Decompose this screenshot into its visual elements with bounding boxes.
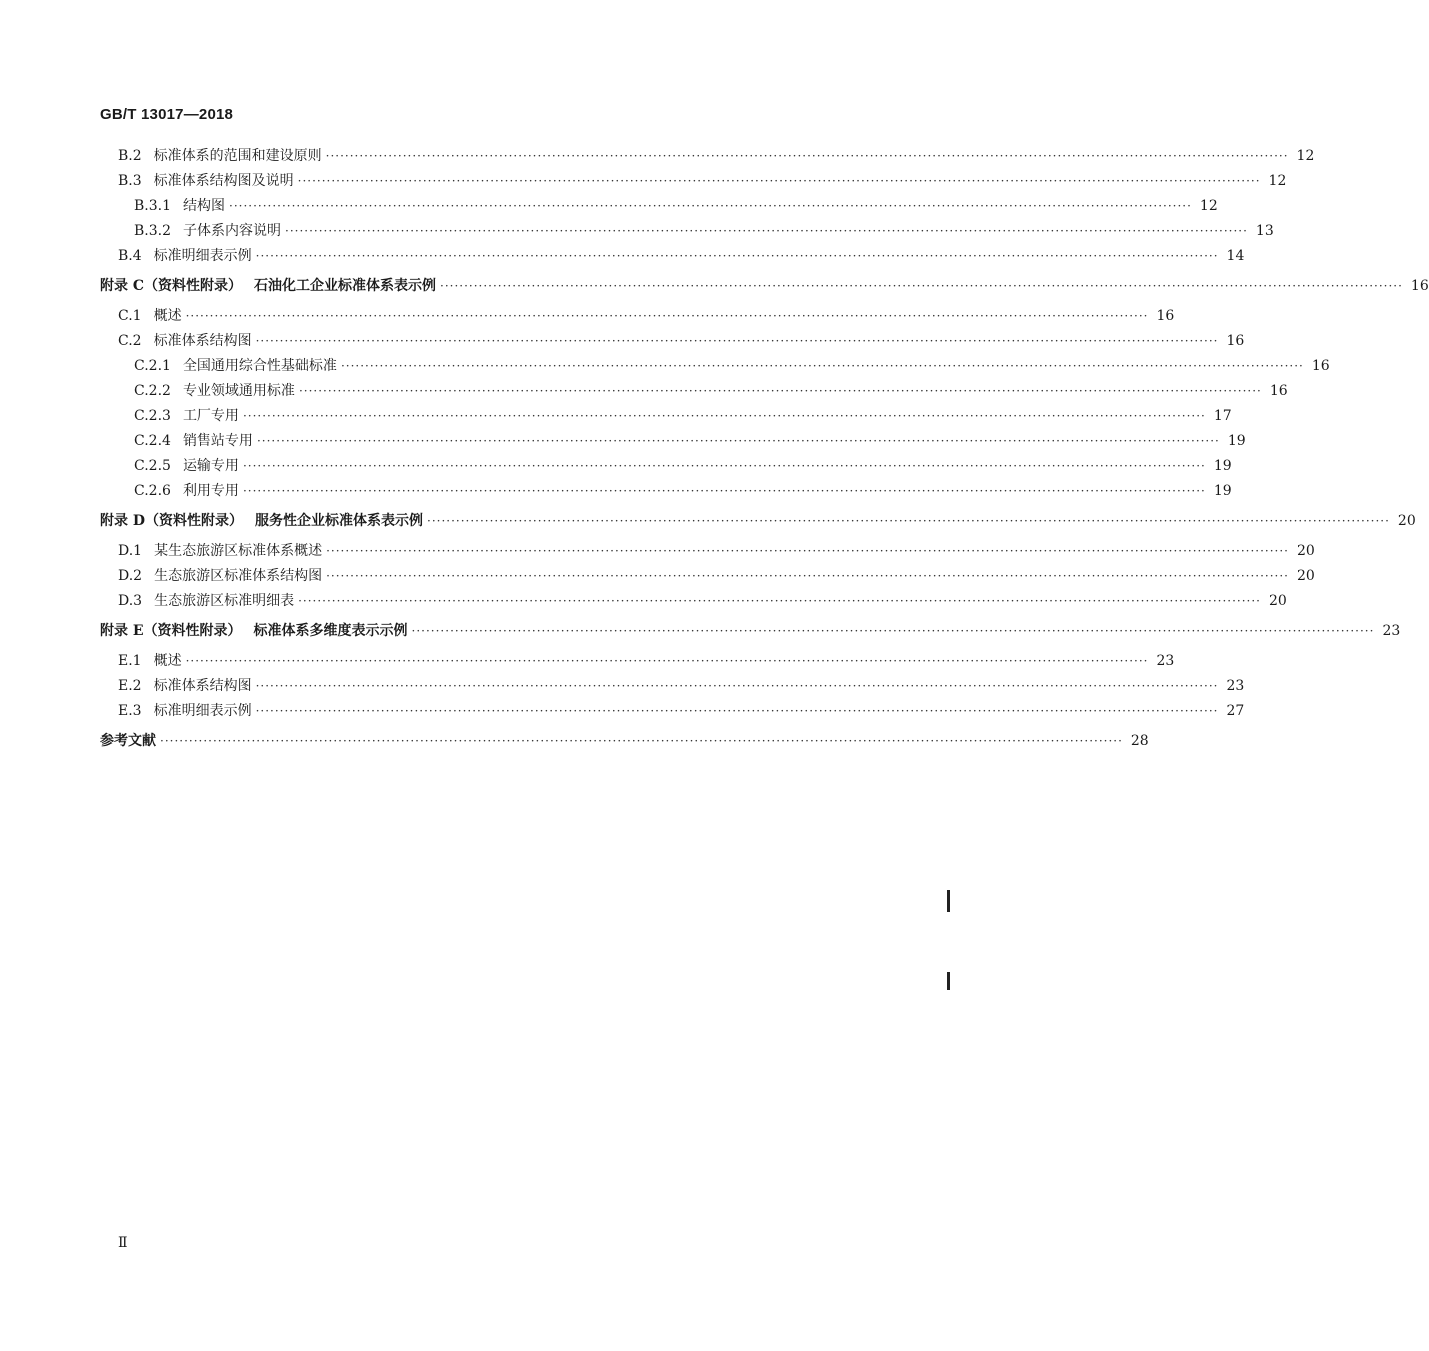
toc-entry-page: 20: [1296, 543, 1315, 559]
toc-entry-page: 19: [1227, 433, 1246, 449]
dot-leader: ········································································································································································································: [160, 734, 1123, 748]
dot-leader: ········································································································································································································: [326, 569, 1289, 583]
toc-entry[interactable]: [118, 171, 1287, 191]
dot-leader: ········································································································································································································: [255, 679, 1219, 693]
toc-entry-title: 生态旅游区标准体系结构图: [154, 568, 323, 584]
toc-entry-number: C.1: [118, 308, 142, 324]
toc-entry-title: 全国通用综合性基础标准: [182, 358, 337, 374]
toc-entry[interactable]: [134, 221, 1274, 241]
toc-entry[interactable]: [118, 306, 1175, 326]
toc-entry-page: 20: [1397, 513, 1416, 529]
toc-entry-title: 概述: [153, 308, 182, 324]
toc-entry[interactable]: [100, 276, 1429, 296]
dot-leader: ········································································································································································································: [427, 514, 1390, 528]
toc-entry[interactable]: [134, 431, 1246, 451]
toc-entry[interactable]: [100, 511, 1416, 531]
toc-entry-number: E.3: [118, 703, 142, 719]
toc-entry-page: 12: [1268, 173, 1287, 189]
dot-leader: ········································································································································································································: [326, 544, 1289, 558]
toc-entry-number: B.3: [118, 173, 142, 189]
toc-entry[interactable]: [118, 651, 1175, 671]
toc-entry-number: 附录 E（资料性附录）: [100, 623, 242, 639]
dot-leader: ········································································································································································································: [242, 459, 1206, 473]
scan-edge-mark: [947, 890, 950, 912]
toc-entry[interactable]: [118, 676, 1245, 696]
dot-leader: ········································································································································································································: [440, 279, 1403, 293]
toc-entry-page: 16: [1156, 308, 1175, 324]
toc-entry-number: D.2: [118, 568, 143, 584]
toc-entry-number: E.2: [118, 678, 142, 694]
toc-entry-page: 16: [1226, 333, 1245, 349]
toc-entry-number: C.2.5: [134, 458, 171, 474]
toc-entry-page: 16: [1311, 358, 1330, 374]
toc-entry-page: 23: [1156, 653, 1175, 669]
dot-leader: ········································································································································································································: [411, 624, 1375, 638]
toc-entry-title: 子体系内容说明: [183, 223, 282, 239]
toc-entry[interactable]: [134, 196, 1218, 216]
toc-entry[interactable]: [118, 701, 1245, 721]
toc-entry-title: 销售站专用: [182, 433, 253, 449]
toc-entry-page: 16: [1269, 383, 1288, 399]
toc-entry-page: 12: [1199, 198, 1218, 214]
toc-entry-number: B.2: [118, 148, 142, 164]
toc-entry-number: 参考文献: [100, 733, 156, 749]
toc-entry-number: B.4: [118, 248, 142, 264]
toc-entry[interactable]: [134, 356, 1330, 376]
toc-entry-number: D.1: [118, 543, 143, 559]
toc-entry[interactable]: [118, 591, 1287, 611]
dot-leader: ········································································································································································································: [242, 409, 1206, 423]
toc-entry-title: 结构图: [183, 198, 226, 214]
toc-entry-page: 20: [1268, 593, 1287, 609]
toc-entry-title: 工厂专用: [182, 408, 239, 424]
toc-entry-title: 石油化工企业标准体系表示例: [254, 278, 437, 294]
standard-code-header: GB/T 13017—2018: [100, 106, 234, 123]
dot-leader: ········································································································································································································: [185, 309, 1149, 323]
toc-entry[interactable]: [134, 481, 1232, 501]
dot-leader: ········································································································································································································: [297, 174, 1261, 188]
toc-entry-title: 标准体系多维度表示示例: [253, 623, 408, 639]
toc-entry-page: 13: [1255, 223, 1274, 239]
toc-entry-number: C.2: [118, 333, 142, 349]
toc-entry-number: C.2.2: [134, 383, 171, 399]
dot-leader: ········································································································································································································: [255, 704, 1219, 718]
toc-entry-number: C.2.1: [134, 358, 171, 374]
toc-entry-page: 19: [1213, 483, 1232, 499]
toc-entry-title: 标准体系的范围和建设原则: [153, 148, 322, 164]
page-number-footer: Ⅱ: [118, 1235, 128, 1251]
toc-entry[interactable]: [118, 246, 1245, 266]
toc-entry-title: 标准体系结构图: [153, 333, 252, 349]
dot-leader: ········································································································································································································: [340, 359, 1304, 373]
toc-entry-title: 利用专用: [182, 483, 239, 499]
toc-entry-title: 标准明细表示例: [153, 248, 252, 264]
toc-entry-page: 23: [1226, 678, 1245, 694]
toc-entry-title: 生态旅游区标准明细表: [154, 593, 295, 609]
toc-entry-page: 16: [1410, 278, 1429, 294]
toc-entry-number: 附录 C（资料性附录）: [100, 278, 243, 294]
toc-entry-title: 专业领域通用标准: [182, 383, 295, 399]
toc-entry-title: 标准明细表示例: [153, 703, 252, 719]
toc-entry[interactable]: [100, 621, 1401, 641]
toc-entry-page: 14: [1226, 248, 1245, 264]
toc-entry-number: 附录 D（资料性附录）: [100, 513, 244, 529]
dot-leader: ········································································································································································································: [229, 199, 1192, 213]
scan-edge-mark: [947, 972, 950, 990]
toc-entry-page: 23: [1382, 623, 1401, 639]
toc-entry-title: 服务性企业标准体系表示例: [255, 513, 424, 529]
dot-leader: ········································································································································································································: [185, 654, 1149, 668]
toc-entry[interactable]: [118, 331, 1245, 351]
toc-entry[interactable]: [134, 456, 1232, 476]
dot-leader: ········································································································································································································: [285, 224, 1248, 238]
toc-entry[interactable]: [134, 381, 1288, 401]
dot-leader: ········································································································································································································: [298, 594, 1261, 608]
dot-leader: ········································································································································································································: [298, 384, 1262, 398]
toc-entry-page: 17: [1213, 408, 1232, 424]
toc-entry-title: 标准体系结构图及说明: [153, 173, 294, 189]
dot-leader: ········································································································································································································: [256, 434, 1220, 448]
toc-entry-number: C.2.4: [134, 433, 171, 449]
dot-leader: ········································································································································································································: [255, 334, 1219, 348]
toc-entry-title: 标准体系结构图: [153, 678, 252, 694]
toc-entry-title: 概述: [153, 653, 182, 669]
toc-entry-number: B.3.1: [134, 198, 172, 214]
dot-leader: ········································································································································································································: [242, 484, 1206, 498]
dot-leader: ········································································································································································································: [325, 149, 1289, 163]
toc-entry-number: E.1: [118, 653, 142, 669]
toc-entry-page: 28: [1130, 733, 1149, 749]
toc-entry-number: C.2.3: [134, 408, 171, 424]
toc-entry-number: D.3: [118, 593, 143, 609]
toc-entry[interactable]: [134, 406, 1232, 426]
toc-entry[interactable]: [118, 541, 1315, 561]
toc-entry-number: C.2.6: [134, 483, 171, 499]
toc-entry-page: 20: [1296, 568, 1315, 584]
toc-entry-page: 27: [1226, 703, 1245, 719]
dot-leader: ········································································································································································································: [255, 249, 1219, 263]
toc-entry-title: 运输专用: [182, 458, 239, 474]
toc-entry[interactable]: [118, 566, 1315, 586]
toc-entry[interactable]: [100, 731, 1149, 751]
toc-entry-page: 19: [1213, 458, 1232, 474]
toc-entry-number: B.3.2: [134, 223, 172, 239]
toc-entry-title: 某生态旅游区标准体系概述: [154, 543, 323, 559]
toc-entry-page: 12: [1296, 148, 1315, 164]
toc-entry[interactable]: [118, 146, 1315, 166]
